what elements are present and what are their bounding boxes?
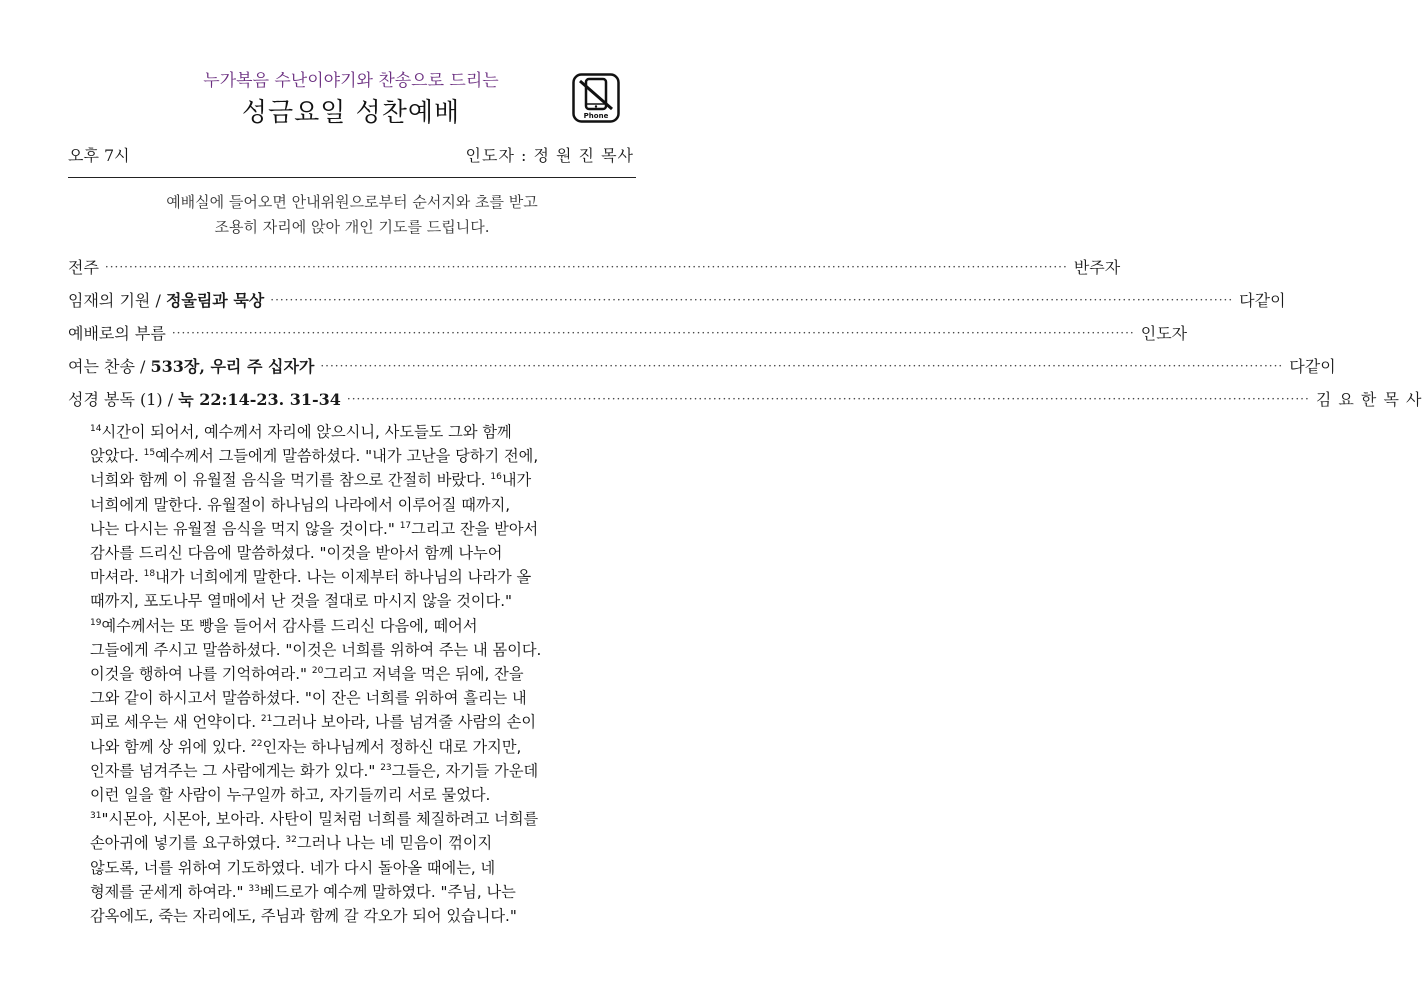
verse-number: 14 [90, 423, 102, 434]
scripture-line: $^{31}$"시몬아, 시몬아, 보아라. 사탄이 밀처럼 너희를 체질하려고 너희를 [90, 810, 539, 829]
scripture-line: 인자를 넘겨주는 그 사람에게는 화가 있다." $^{23}$그들은, 자기들 가운데 [90, 761, 539, 780]
verse-number: 23 [380, 762, 392, 773]
dot-leader: ········································································································································································································ [171, 325, 1135, 340]
order-item-leader: 김 요 한 목 사 [1315, 390, 1422, 409]
service-title: 성금요일 성찬예배 [241, 98, 461, 128]
dot-leader: ········································································································································································································ [320, 358, 1284, 373]
service-time: 오후 7시 [68, 146, 130, 165]
order-item [68, 283, 1286, 316]
intro-notice [68, 190, 636, 240]
scripture-line: 나와 함께 상 위에 있다. $^{22}$인자는 하나님께서 정하신 대로 가지만, [90, 737, 522, 756]
order-item [68, 316, 1188, 349]
order-item [68, 349, 1336, 382]
verse-number: 17 [399, 520, 412, 531]
dot-leader: ········································································································································································································ [270, 292, 1234, 307]
order-item-leader: 다 같 이 [1289, 357, 1336, 376]
order-item-title: 여는 찬송 / 533장, 우리 주 십자가 [68, 357, 315, 376]
verse-number: 15 [143, 448, 156, 459]
scripture-line: 때까지, 포도나무 열매에서 난 것을 절대로 마시지 않을 것이다." [90, 592, 513, 611]
scripture-line: 감사를 드리신 다음에 말씀하셨다. "이것을 받아서 함께 나누어 [90, 544, 503, 563]
verse-number: 19 [90, 617, 102, 628]
order-item-leader: 반 주 자 [1073, 258, 1121, 277]
order-of-worship [68, 250, 1422, 415]
verse-number: 31 [90, 811, 102, 822]
scripture-line: $^{14}$시간이 되어서, 예수께서 자리에 앉으시니, 사도들도 그와 함께 [90, 423, 512, 441]
verse-number: 21 [260, 714, 273, 725]
verse-number: 33 [248, 883, 260, 894]
scripture-line: 않도록, 너를 위하여 기도하였다. 네가 다시 돌아올 때에는, 네 [90, 858, 496, 877]
scripture-line: 이것을 행하여 나를 기억하여라." $^{20}$그리고 저녁을 먹은 뒤에, 잔을 [90, 665, 524, 684]
scripture-line: 감옥에도, 죽는 자리에도, 주님과 함께 갈 각오가 되어 있습니다." [90, 907, 517, 926]
dot-leader: ········································································································································································································ [104, 259, 1068, 274]
verse-number: 18 [143, 569, 156, 580]
service-subtitle: 누가복음 수난이야기와 찬송으로 드리는 [203, 71, 499, 91]
verse-number: 20 [311, 665, 324, 676]
dot-leader: ········································································································································································································ [346, 391, 1310, 406]
header-divider [68, 177, 636, 178]
scripture-line: 손아귀에 넣기를 요구하였다. $^{32}$그러나 나는 네 믿음이 꺾이지 [90, 834, 493, 853]
order-item-leader: 인 도 자 [1140, 324, 1188, 343]
intro-line: 조용히 자리에 앉아 개인 기도를 드립니다. [214, 218, 490, 236]
order-item [68, 250, 1121, 283]
scripture-line: 그들에게 주시고 말씀하셨다. "이것은 너희를 위하여 주는 내 몸이다. [90, 640, 542, 659]
order-item [68, 382, 1422, 415]
phone-label: Phone [583, 112, 609, 120]
scripture-line: 나는 다시는 유월절 음식을 먹지 않을 것이다." $^{17}$그리고 잔을 받아서 [90, 519, 539, 538]
order-item-title: 전주 [68, 258, 99, 277]
service-leader: 인도자 : 정 원 진 목사 [465, 146, 634, 165]
scripture-line: $^{19}$예수께서는 또 빵을 들어서 감사를 드리신 다음에, 떼어서 [90, 616, 478, 635]
verse-number: 32 [285, 835, 297, 846]
scripture-line: 형제를 굳세게 하여라." $^{33}$베드로가 예수께 말하였다. "주님, 나는 [90, 882, 516, 901]
order-item-title: 임재의 기원 / 정울림과 묵상 [68, 291, 265, 310]
scripture-line: 그와 같이 하시고서 말씀하셨다. "이 잔은 너희를 위하여 흘리는 내 [90, 689, 527, 708]
order-item-title: 성경 봉독 (1) / 눅 22:14-23. 31-34 [68, 390, 341, 409]
verse-number: 22 [251, 738, 263, 749]
order-item-leader: 다 같 이 [1239, 291, 1286, 310]
intro-line: 예배실에 들어오면 안내위원으로부터 순서지와 초를 받고 [166, 193, 538, 211]
scripture-line: 이런 일을 할 사람이 누구일까 하고, 자기들끼리 서로 물었다. [90, 786, 491, 805]
scripture-line: 피로 세우는 새 언약이다. $^{21}$그러나 보아라, 나를 넘겨줄 사람의 손이 [90, 713, 537, 732]
scripture-line: 앉았다. $^{15}$예수께서 그들에게 말씀하셨다. "내가 고난을 당하기 전에, [90, 447, 539, 466]
scripture-line: 마셔라. $^{18}$내가 너희에게 말한다. 나는 이제부터 하나님의 나라가 올 [90, 568, 532, 587]
scripture-line: 너희에게 말한다. 유월절이 하나님의 나라에서 이루어질 때까지, [90, 495, 511, 514]
scripture-line: 너희와 함께 이 유월절 음식을 먹기를 참으로 간절히 바랐다. $^{16}$내가 [90, 471, 532, 490]
verse-number: 16 [490, 472, 502, 483]
no-phone-icon [572, 73, 620, 123]
scripture-reading [90, 420, 618, 928]
order-item-title: 예배로의 부름 [68, 324, 166, 343]
